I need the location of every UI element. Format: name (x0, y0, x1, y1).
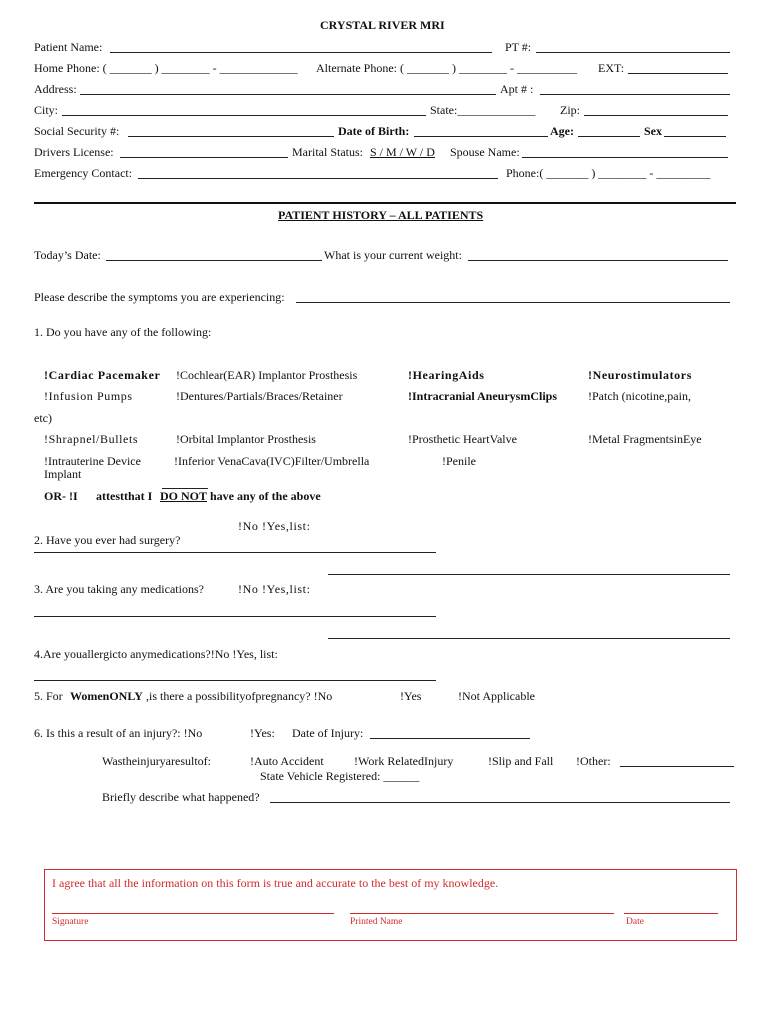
alternate-phone-field[interactable]: Alternate Phone: ( _______ ) ________ - __________ (316, 61, 577, 75)
question-2: 2. Have you ever had surgery? (34, 533, 181, 547)
spouse-name-label: Spouse Name: (450, 145, 520, 159)
injury-slip-and-fall[interactable]: !Slip and Fall (488, 754, 554, 768)
patient-name-label: Patient Name: (34, 40, 103, 54)
section-divider (34, 202, 736, 204)
pt-number-field[interactable] (536, 52, 730, 53)
emergency-contact-label: Emergency Contact: (34, 166, 133, 180)
printed-name-field[interactable] (350, 913, 614, 914)
question-3: 3. Are you taking any medications? (34, 582, 204, 596)
checkbox-intrauterine-device[interactable]: !Intrauterine Device (44, 454, 141, 468)
checkbox-cochlear-implant[interactable]: !Cochlear(EAR) Implantor Prosthesis (176, 368, 358, 382)
question-5-women-only: WomenONLY (70, 689, 143, 703)
checkbox-shrapnel[interactable]: !Shrapnel/Bullets (44, 432, 139, 446)
todays-date-field[interactable] (106, 260, 322, 261)
checkbox-intracranial-clips[interactable]: !Intracranial AneurysmClips (408, 389, 558, 403)
injury-option-yes[interactable]: !Yes: (250, 726, 275, 740)
patch-etc-text: etc) (34, 411, 52, 425)
question-5-prefix: 5. For (34, 689, 63, 703)
printed-name-label: Printed Name (350, 917, 403, 927)
date-of-injury-field[interactable] (370, 738, 530, 739)
address-label: Address: (34, 82, 77, 96)
checkbox-metal-fragments[interactable]: !Metal FragmentsinEye (588, 432, 702, 446)
signature-label: Signature (52, 917, 89, 927)
date-label: Date (626, 917, 644, 927)
injury-auto-accident[interactable]: !Auto Accident (250, 754, 324, 768)
city-label: City: (34, 103, 59, 117)
state-field[interactable]: State:_____________ (430, 103, 536, 117)
describe-injury-field[interactable] (270, 802, 730, 803)
consent-statement: I agree that all the information on this form is true and accurate to the best of my knowledge. (52, 876, 499, 890)
address-field[interactable] (80, 94, 496, 95)
zip-field[interactable] (584, 115, 728, 116)
injury-other-field[interactable] (620, 766, 734, 767)
date-field[interactable] (624, 913, 718, 914)
date-of-injury-label: Date of Injury: (292, 726, 364, 740)
checkbox-ivc-filter[interactable]: !Inferior VenaCava(IVC)Filter/Umbrella (174, 454, 370, 468)
surgery-options[interactable]: !No !Yes,list: (238, 519, 311, 533)
ext-label: EXT: (598, 61, 625, 75)
ssn-field[interactable] (128, 136, 334, 137)
medications-options[interactable]: !No !Yes,list: (238, 582, 311, 596)
marital-status-options[interactable]: S / M / W / D (370, 145, 435, 159)
describe-injury-label: Briefly describe what happened? (102, 790, 260, 804)
symptoms-label: Please describe the symptoms you are experiencing: (34, 290, 285, 304)
zip-label: Zip: (560, 103, 580, 117)
checkbox-patch[interactable]: !Patch (nicotine,pain, (588, 389, 691, 403)
emergency-phone-field[interactable]: Phone:( _______ ) ________ - _________ (506, 166, 711, 180)
question-1: 1. Do you have any of the following: (34, 325, 212, 339)
ssn-label: Social Security #: (34, 124, 120, 138)
allergies-list-field[interactable] (34, 680, 436, 681)
sex-field[interactable] (664, 136, 726, 137)
ext-field[interactable] (628, 73, 728, 74)
injury-work-related[interactable]: !Work RelatedInjury (354, 754, 454, 768)
intrauterine-implant-text: Implant (44, 467, 82, 481)
attest-suffix: have any of the above (210, 489, 321, 503)
marital-status-label: Marital Status: (292, 145, 363, 159)
age-label: Age: (550, 124, 574, 138)
checkbox-hearing-aids[interactable]: !HearingAids (408, 368, 485, 382)
apt-field[interactable] (540, 94, 730, 95)
checkbox-attest-none[interactable]: OR- !I (44, 489, 78, 503)
medications-list-field-2[interactable] (328, 638, 730, 639)
patient-name-field[interactable] (110, 52, 492, 53)
home-phone-field[interactable]: Home Phone: ( _______ ) ________ - _____________ (34, 61, 298, 75)
form-title: CRYSTAL RIVER MRI (320, 18, 445, 32)
weight-label: What is your current weight: (324, 248, 462, 262)
dob-field[interactable] (414, 136, 548, 137)
attest-do-not: DO NOT (160, 489, 208, 503)
checkbox-prosthetic-heart-valve[interactable]: !Prosthetic HeartValve (408, 432, 517, 446)
symptoms-field[interactable] (296, 302, 730, 303)
signature-field[interactable] (52, 913, 334, 914)
surgery-list-field-2[interactable] (328, 574, 730, 575)
todays-date-label: Today’s Date: (34, 248, 101, 262)
pregnancy-option-yes[interactable]: !Yes (400, 689, 422, 703)
pt-number-label: PT #: (505, 40, 532, 54)
checkbox-cardiac-pacemaker[interactable]: !Cardiac Pacemaker (44, 368, 161, 382)
city-field[interactable] (62, 115, 426, 116)
spouse-name-field[interactable] (522, 157, 728, 158)
apt-label: Apt # : (500, 82, 534, 96)
attest-text: attestthat I (96, 489, 153, 503)
question-4-allergies[interactable]: 4.Are youallergicto anymedications?!No !Yes, list: (34, 647, 278, 661)
medications-list-field-1[interactable] (34, 616, 436, 617)
question-6-injury[interactable]: 6. Is this a result of an injury?: !No (34, 726, 203, 740)
checkbox-dentures[interactable]: !Dentures/Partials/Braces/Retainer (176, 389, 343, 403)
injury-other-label[interactable]: !Other: (576, 754, 611, 768)
surgery-list-field-1[interactable] (34, 552, 436, 553)
pregnancy-option-na[interactable]: !Not Applicable (458, 689, 535, 703)
checkbox-neurostimulators[interactable]: !Neurostimulators (588, 368, 692, 382)
dob-label: Date of Birth: (338, 124, 410, 138)
age-field[interactable] (578, 136, 640, 137)
drivers-license-field[interactable] (120, 157, 288, 158)
emergency-contact-field[interactable] (138, 178, 498, 179)
checkbox-infusion-pumps[interactable]: !Infusion Pumps (44, 389, 133, 403)
drivers-license-label: Drivers License: (34, 145, 114, 159)
checkbox-penile-implant[interactable]: !Penile (442, 454, 476, 468)
sex-label: Sex (644, 124, 662, 138)
state-vehicle-registered-field[interactable]: State Vehicle Registered: ______ (260, 769, 420, 783)
weight-field[interactable] (468, 260, 728, 261)
injury-cause-label: Wastheinjuryaresultof: (102, 754, 212, 768)
pregnancy-option-no[interactable]: ,is there a possibilityofpregnancy? !No (146, 689, 333, 703)
patient-history-heading: PATIENT HISTORY – ALL PATIENTS (278, 208, 484, 222)
checkbox-orbital-implant[interactable]: !Orbital Implantor Prosthesis (176, 432, 316, 446)
